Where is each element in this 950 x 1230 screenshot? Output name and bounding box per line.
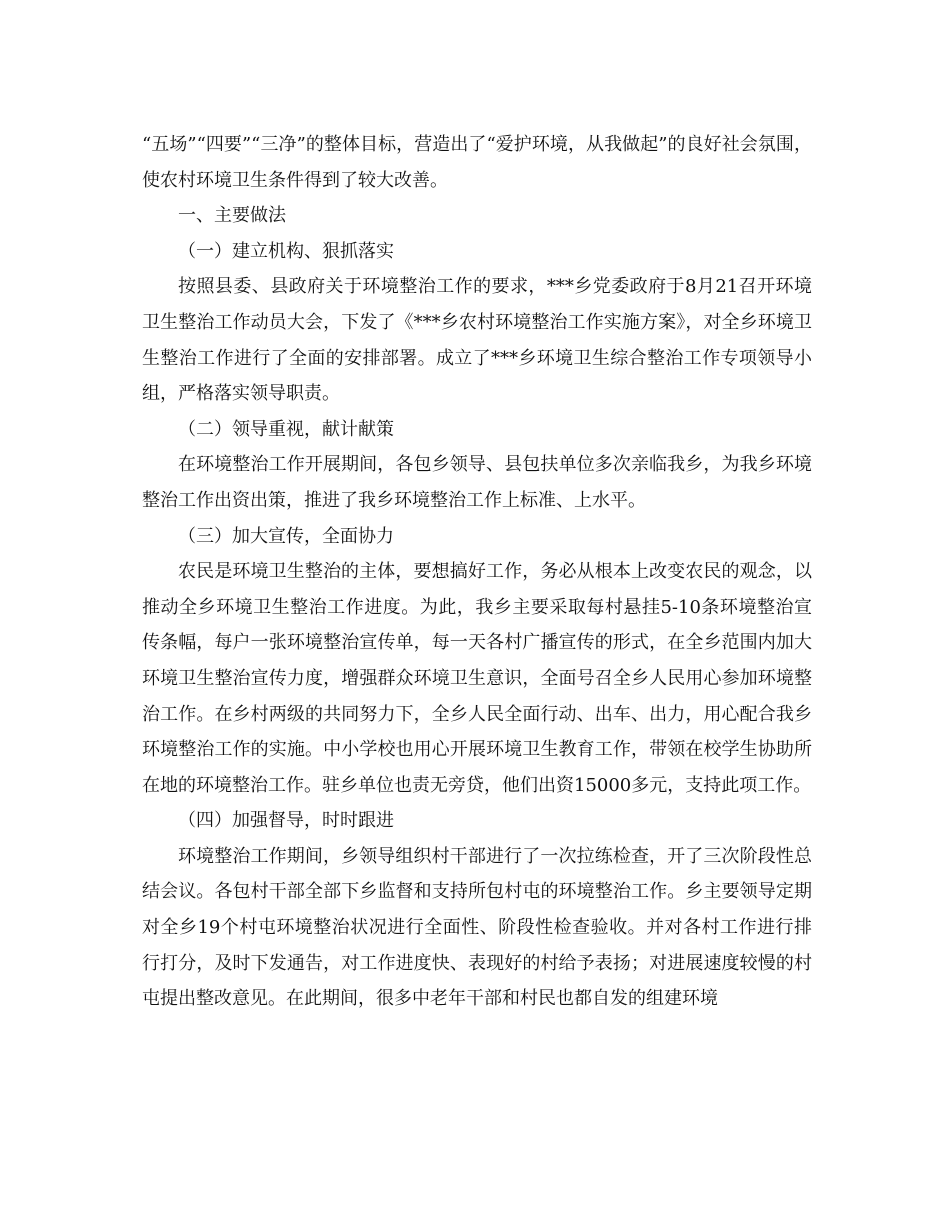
subsection-heading-2: （二）领导重视，献计献策	[178, 418, 394, 440]
intro-paragraph: “五场”“四要”“三净”的整体目标，营造出了“爱护环境，从我做起”的良好社会氛围，使农村环境卫生条件得到了较大改善。	[142, 134, 812, 191]
subsection-heading-4: （四）加强督导，时时跟进	[178, 810, 394, 832]
body-paragraph-1: 按照县委、县政府关于环境整治工作的要求，***乡党委政府于8月21召开环境卫生整治工作动员大会，下发了《***乡农村环境整治工作实施方案》，对全乡环境卫生整治工作进行了全面的安排部署。成立了***乡环境卫生综合整治工作专项领导小组，严格落实领导职责。	[142, 276, 812, 405]
subsection-heading-1: （一）建立机构、狠抓落实	[178, 240, 394, 262]
section-heading-main-practices: 一、主要做法	[178, 205, 286, 227]
document-body	[142, 127, 812, 1017]
body-paragraph-4: 环境整治工作期间，乡领导组织村干部进行了一次拉练检查，开了三次阶段性总结会议。各包村干部全部下乡监督和支持所包村屯的环境整治工作。乡主要领导定期对全乡19个村屯环境整治状况进行全面性、阶段性检查验收。并对各村工作进行排行打分，及时下发通告，对工作进度快、表现好的村给予表扬；对进展速度较慢的村屯提出整改意见。在此期间，很多中老年干部和村民也都自发的组建环境	[142, 845, 812, 1010]
body-paragraph-2: 在环境整治工作开展期间，各包乡领导、县包扶单位多次亲临我乡，为我乡环境整治工作出资出策，推进了我乡环境整治工作上标准、上水平。	[142, 454, 812, 511]
subsection-heading-3: （三）加大宣传，全面协力	[178, 525, 394, 547]
body-paragraph-3: 农民是环境卫生整治的主体，要想搞好工作，务必从根本上改变农民的观念，以推动全乡环境卫生整治工作进度。为此，我乡主要采取每村悬挂5-10条环境整治宣传条幅，每户一张环境整治宣传单，每一天各村广播宣传的形式，在全乡范围内加大环境卫生整治宣传力度，增强群众环境卫生意识，全面号召全乡人民用心参加环境整治工作。在乡村两级的共同努力下，全乡人民全面行动、出车、出力，用心配合我乡环境整治工作的实施。中小学校也用心开展环境卫生教育工作，带领在校学生协助所在地的环境整治工作。驻乡单位也责无旁贷，他们出资15000多元，支持此项工作。	[142, 561, 812, 796]
